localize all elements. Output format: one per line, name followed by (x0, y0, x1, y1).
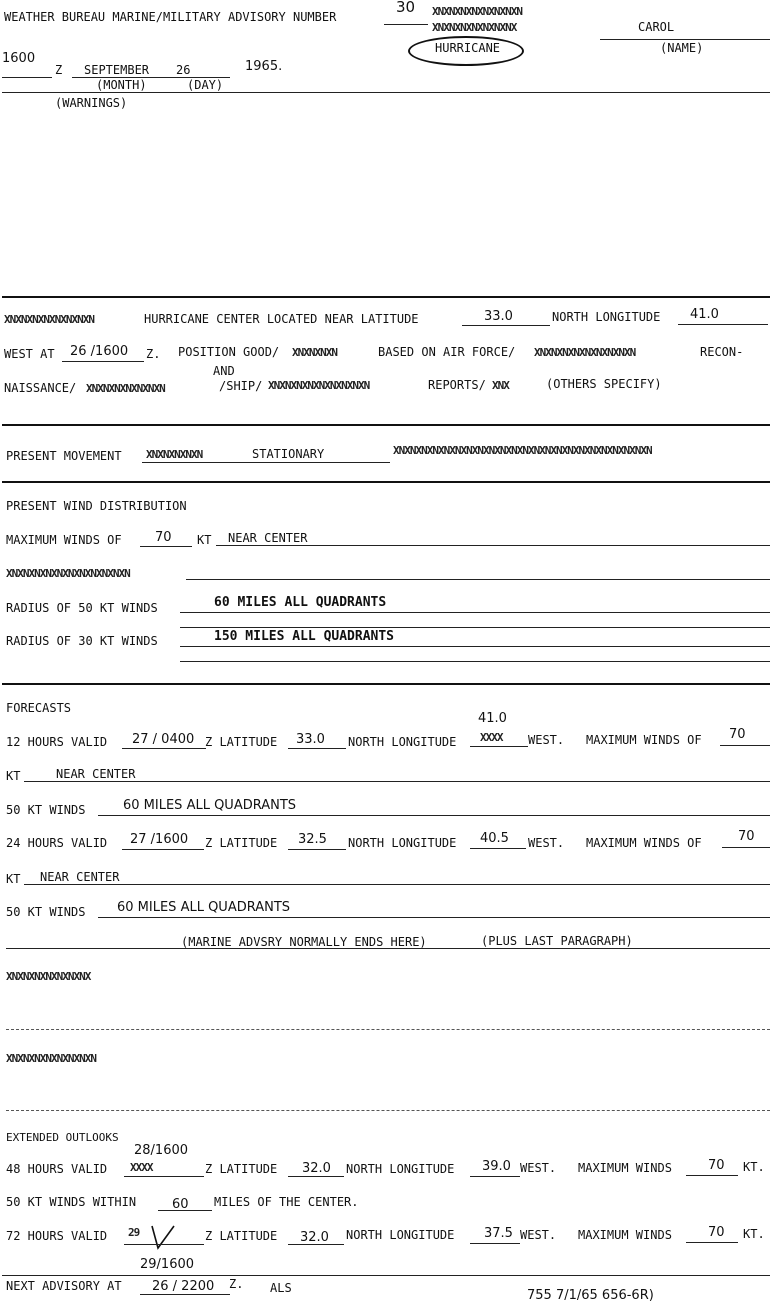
f72-lon-line (470, 1243, 520, 1244)
r50-label: RADIUS OF 50 KT WINDS (6, 601, 158, 615)
name-caption: (NAME) (660, 41, 704, 55)
f48-lon-line (470, 1176, 520, 1177)
forecasts-heading: FORECASTS (6, 701, 72, 715)
f12-lat-line (288, 748, 346, 749)
latitude-line (462, 325, 550, 326)
f24-w50-value: 60 MILES ALL QUADRANTS (117, 900, 291, 915)
max-winds-line (140, 546, 192, 547)
datetime-line (62, 361, 144, 362)
next-advisory-label: NEXT ADVISORY AT (6, 1279, 122, 1293)
header-divider (2, 92, 770, 93)
f12-kt: KT (6, 769, 21, 783)
f12-near-line (24, 781, 770, 782)
f72-crossed: 29 (128, 1226, 140, 1239)
advisory-number: 30 (396, 0, 416, 16)
f48-valid-line (124, 1176, 204, 1177)
type-selected: HURRICANE (435, 41, 501, 55)
f48-lat-line (288, 1176, 344, 1177)
f24-label: 24 HOURS VALID (6, 836, 108, 850)
f12-w50-value: 60 MILES ALL QUADRANTS (123, 798, 297, 813)
w50-within-label: 50 KT WINDS WITHIN (6, 1195, 137, 1209)
dash-line-a (6, 1029, 770, 1030)
f48-max-line (686, 1175, 738, 1176)
f12-z-lat: Z LATITUDE (205, 735, 278, 749)
f24-max-label: MAXIMUM WINDS OF (586, 836, 702, 850)
f12-lon-hand: 41.0 (478, 711, 507, 726)
initials: ALS (270, 1281, 292, 1295)
f72-valid-line (124, 1244, 204, 1245)
f24-north-lon: NORTH LONGITUDE (348, 836, 457, 850)
max-winds-value: 70 (155, 530, 172, 545)
ship-text: /SHIP/ (219, 379, 263, 393)
longitude-line (678, 324, 768, 325)
reports-crossed: XNX (492, 379, 509, 392)
name-line (600, 39, 770, 40)
reports-text: REPORTS/ (428, 378, 486, 392)
dash-line-b (6, 1110, 770, 1111)
based-crossed: XNXNXNXNXNXNXNXNXN (534, 346, 636, 359)
f48-north-lon: NORTH LONGITUDE (346, 1162, 455, 1176)
movement-divider (2, 424, 770, 426)
r30-value: 150 MILES ALL QUADRANTS (214, 629, 395, 644)
f12-max-value: 70 (729, 727, 746, 742)
near-center-line (216, 545, 770, 546)
next-advisory-line (140, 1294, 230, 1295)
f12-valid: 27 / 0400 (132, 732, 195, 747)
z-label: Z (55, 63, 63, 77)
f72-north-lon: NORTH LONGITUDE (346, 1228, 455, 1242)
f12-lon-crossed: XXXX (480, 731, 503, 744)
f48-label: 48 HOURS VALID (6, 1162, 108, 1176)
f24-valid-line (122, 849, 204, 850)
day-value: 26 (176, 63, 191, 77)
form-code: 755 7/1/65 656-6R) (527, 1288, 654, 1303)
day-caption: (DAY) (187, 78, 224, 92)
z-label-2: Z. (146, 347, 161, 361)
number-line (384, 24, 428, 25)
recon-text: RECON- (700, 345, 744, 359)
f12-near: NEAR CENTER (56, 767, 136, 781)
r30-line-2 (180, 661, 770, 662)
kt-label: KT (197, 533, 212, 547)
and-text: AND (213, 364, 235, 378)
f24-kt: KT (6, 872, 21, 886)
month-caption: (MONTH) (96, 78, 147, 92)
f24-near: NEAR CENTER (40, 870, 120, 884)
r30-line (180, 646, 770, 647)
north-longitude-label: NORTH LONGITUDE (552, 310, 661, 324)
max-winds-label: MAXIMUM WINDS OF (6, 533, 122, 547)
f12-north-lon: NORTH LONGITUDE (348, 735, 457, 749)
naissance-text: NAISSANCE/ (4, 381, 77, 395)
based-on-text: BASED ON AIR FORCE/ (378, 345, 516, 359)
location-divider (2, 296, 770, 298)
f72-hand-time: 29/1600 (140, 1257, 195, 1272)
f24-valid: 27 /1600 (130, 832, 189, 847)
storm-name: CAROL (638, 20, 675, 34)
warnings-caption: (WARNINGS) (55, 96, 128, 110)
crossed-section-b: XNXNXNXNXNXNXNXN (6, 1052, 96, 1065)
f48-max-label: MAXIMUM WINDS (578, 1161, 672, 1175)
f12-label: 12 HOURS VALID (6, 735, 108, 749)
f48-lat: 32.0 (302, 1161, 331, 1176)
f24-lat-line (288, 849, 346, 850)
f72-max-line (686, 1242, 738, 1243)
f24-z-lat: Z LATITUDE (205, 836, 278, 850)
f48-lon: 39.0 (482, 1159, 511, 1174)
f12-w50-line (98, 815, 770, 816)
west-at-label: WEST AT (4, 347, 55, 361)
f24-w50-label: 50 KT WINDS (6, 905, 86, 919)
type-crossed-2: XNXNXNXNXNXNXNX (432, 21, 517, 34)
w50-within-suffix: MILES OF THE CENTER. (214, 1195, 359, 1209)
near-center: NEAR CENTER (228, 531, 308, 545)
center-longitude: 41.0 (690, 307, 719, 322)
wind-crossed-line: XNXNXNXNXNXNXNXNXNXNXN (6, 567, 130, 580)
center-latitude: 33.0 (484, 309, 513, 324)
extended-heading: EXTENDED OUTLOOKS (6, 1131, 119, 1144)
f24-w50-line (98, 917, 770, 918)
year-value: 1965. (245, 59, 283, 74)
f72-check-mark (146, 1222, 180, 1256)
marine-note: (MARINE ADVSRY NORMALLY ENDS HERE) (181, 935, 427, 949)
f72-lat-line (288, 1244, 344, 1245)
movement-line (142, 462, 390, 463)
f48-hand-time: 28/1600 (134, 1143, 189, 1158)
f24-near-line (24, 884, 770, 885)
next-advisory-z: Z. (229, 1277, 244, 1291)
movement-value: STATIONARY (252, 447, 325, 461)
plus-note: (PLUS LAST PARAGRAPH) (481, 934, 633, 948)
center-text: HURRICANE CENTER LOCATED NEAR LATITUDE (144, 312, 419, 326)
f12-valid-line (122, 748, 206, 749)
f72-lat: 32.0 (300, 1230, 329, 1245)
time-value: 1600 (2, 51, 36, 66)
advisory-title: WEATHER BUREAU MARINE/MILITARY ADVISORY NUMBER (4, 10, 337, 24)
f12-lon-line (470, 746, 528, 747)
r50-line-2 (180, 627, 770, 628)
r50-line (180, 612, 770, 613)
position-datetime: 26 /1600 (70, 344, 129, 359)
f72-z-lat: Z LATITUDE (205, 1229, 278, 1243)
month-value: SEPTEMBER (84, 63, 150, 77)
ship-crossed: XNXNXNXNXNXNXNXNXN (268, 379, 370, 392)
footer-divider (2, 1275, 770, 1276)
crossed-section-a: XNXNXNXNXNXNXNX (6, 970, 91, 983)
marine-line (6, 948, 770, 949)
f24-west: WEST. (528, 836, 565, 850)
f48-crossed: XXXX (130, 1161, 153, 1174)
f12-max-line (720, 745, 770, 746)
f24-lon-line (470, 848, 526, 849)
crossed-line-rule (186, 579, 770, 580)
type-crossed: XNXNXNXNXNXNXNXN (432, 5, 522, 18)
f24-max-value: 70 (738, 829, 755, 844)
f24-lon: 40.5 (480, 831, 509, 846)
w50-within-value: 60 (172, 1197, 189, 1212)
movement-crossed: XNXNXNXNXN (146, 448, 203, 461)
f12-lat: 33.0 (296, 732, 325, 747)
movement-filler: XNXNXNXNXNXNXNXNXNXNXNXNXNXNXNXNXNXNXNXNXNXNXN (393, 444, 652, 457)
f72-max-value: 70 (708, 1225, 725, 1240)
f72-label: 72 HOURS VALID (6, 1229, 108, 1243)
location-crossed-prefix: XNXNXNXNXNXNXNXN (4, 313, 94, 326)
wind-heading: PRESENT WIND DISTRIBUTION (6, 499, 187, 513)
f12-west: WEST. (528, 733, 565, 747)
f24-lat: 32.5 (298, 832, 327, 847)
f72-west: WEST. (520, 1228, 557, 1242)
movement-label: PRESENT MOVEMENT (6, 449, 122, 463)
f48-kt: KT. (743, 1160, 765, 1174)
r30-label: RADIUS OF 30 KT WINDS (6, 634, 158, 648)
position-good: POSITION GOOD/ (178, 345, 280, 359)
f12-w50-label: 50 KT WINDS (6, 803, 86, 817)
others-specify: (OTHERS SPECIFY) (546, 377, 662, 391)
f48-max-value: 70 (708, 1158, 725, 1173)
f72-kt: KT. (743, 1227, 765, 1241)
forecast-divider (2, 683, 770, 685)
naissance-crossed: XNXNXNXNXNXNXN (86, 382, 165, 395)
f12-max-label: MAXIMUM WINDS OF (586, 733, 702, 747)
f72-max-label: MAXIMUM WINDS (578, 1228, 672, 1242)
next-advisory-value: 26 / 2200 (152, 1279, 215, 1294)
time-line (2, 77, 52, 78)
f72-lon: 37.5 (484, 1226, 513, 1241)
position-crossed: XNXNXNXN (292, 346, 337, 359)
r50-value: 60 MILES ALL QUADRANTS (214, 595, 387, 610)
f48-z-lat: Z LATITUDE (205, 1162, 278, 1176)
f48-west: WEST. (520, 1161, 557, 1175)
wind-divider (2, 481, 770, 483)
f24-max-line (722, 847, 770, 848)
w50-within-line (158, 1210, 212, 1211)
